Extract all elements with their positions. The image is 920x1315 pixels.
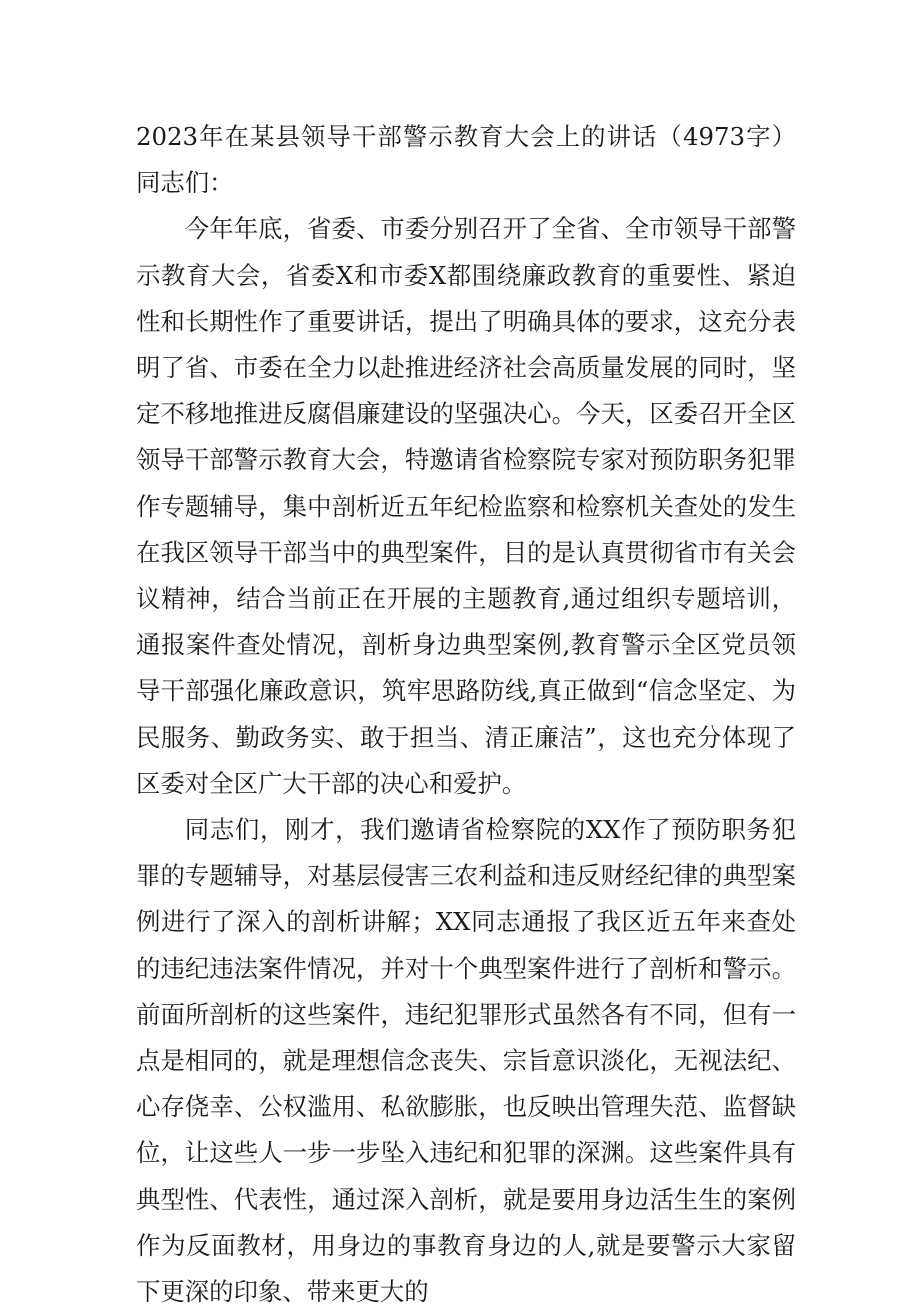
paragraph-2: 同志们，刚才，我们邀请省检察院的XX作了预防职务犯罪的专题辅导，对基层侵害三农利益和违反财经纪律的典型案例进行了深入的剖析讲解；XX同志通报了我区近五年来查处的违纪违法案件情况，并对十个典型案件进行了剖析和警示。前面所剖析的这些案件，违纪犯罪形式虽然各有不同，但有一点是相同的，就是理想信念丧失、宗旨意识淡化，无视法纪、心存侥幸、公权滥用、私欲膨胀，也反映出管理失范、监督缺位，让这些人一步一步坠入违纪和犯罪的深渊。这些案件具有典型性、代表性，通过深入剖析，就是要用身边活生生的案例作为反面教材，用身边的事教育身边的人,就是要警示大家留下更深的印象、带来更大的 bbox=[136, 815, 796, 1307]
paragraph-1: 今年年底，省委、市委分别召开了全省、全市领导干部警示教育大会，省委X和市委X都围绕廉政教育的重要性、紧迫性和长期性作了重要讲话，提出了明确具体的要求，这充分表明了省、市委在全力以赴推进经济社会高质量发展的同时，坚定不移地推进反腐倡廉建设的坚强决心。今天，区委召开全区领导干部警示教育大会，特邀请省检察院专家对预防职务犯罪作专题辅导，集中剖析近五年纪检监察和检察机关查处的发生在我区领导干部当中的典型案件，目的是认真贯彻省市有关会议精神，结合当前正在开展的主题教育,通过组织专题培训，通报案件查处情况，剖析身边典型案例,教育警示全区党员领导干部强化廉政意识，筑牢思路防线,真正做到“信念坚定、为民服务、勤政务实、敢于担当、清正廉洁”，这也充分体现了区委对全区广大干部的决心和爱护。 bbox=[136, 214, 796, 798]
speech-title-line: 2023年在某县领导干部警示教育大会上的讲话（4973字）同志们： bbox=[136, 122, 796, 198]
document-body bbox=[136, 114, 796, 1315]
